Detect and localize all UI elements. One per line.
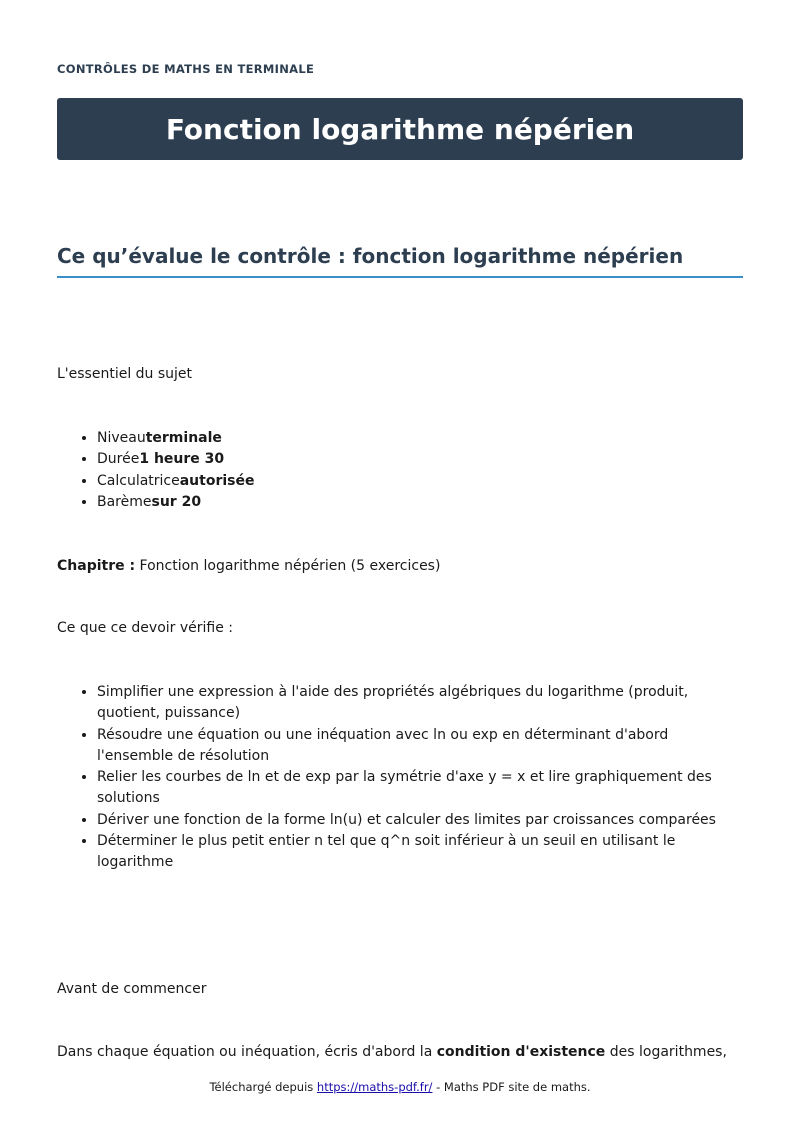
section-heading: Ce qu’évalue le contrôle : fonction logarithme népérien [57,244,743,278]
list-item: • Dériver une fonction de la forme ln(u) et calculer des limites par croissances comparées [97,810,743,831]
page-title: Fonction logarithme népérien [165,112,635,146]
avant-text-before: Dans chaque équation ou inéquation, écris d'abord la [57,1044,437,1060]
item-label: Barème [97,493,152,510]
title-banner [57,98,743,160]
chapitre-line [57,556,743,577]
list-item: • Relier les courbes de ln et de exp par la symétrie d'axe y = x et lire graphiquement des solutions [97,767,743,810]
list-item: • Résoudre une équation ou une inéquation avec ln ou exp en déterminant d'abord l'ensemble de résolution [97,725,743,768]
item-label: Durée [97,451,140,468]
list-item [97,492,743,513]
item-value: sur 20 [151,493,202,510]
list-item: • Simplifier une expression à l'aide des propriétés algébriques du logarithme (produit, quotient, puissance) [97,682,743,725]
page-footer [57,1080,743,1094]
footer-link[interactable]: https://maths-pdf.fr/ [316,1080,433,1094]
chapitre-text: Fonction logarithme népérien (5 exercices) [139,558,441,574]
verifie-label: Ce que ce devoir vérifie : [57,620,234,636]
item-value: autorisée [179,472,255,489]
list-item [97,471,743,492]
avant-text-after: des logarithmes, [605,1044,727,1060]
essentiel-label: L'essentiel du sujet [57,366,193,382]
item-value: terminale [145,430,222,446]
list-item: • Déterminer le plus petit entier n tel que q^n soit inférieur à un seuil en utilisant le logarithme [97,831,743,874]
header-kicker: CONTRÔLES DE MATHS EN TERMINALE [57,62,315,76]
item-label: Niveau [97,430,146,446]
avant-text [57,1042,743,1063]
document-page [57,0,743,1132]
item-label: Calculatrice [97,472,180,489]
footer-suffix: - Maths PDF site de maths. [432,1080,591,1094]
item-value: 1 heure 30 [139,451,225,468]
verifie-list [57,682,743,874]
footer-prefix: Téléchargé depuis [209,1080,317,1094]
chapitre-label: Chapitre : [57,558,136,574]
essentiel-list [57,428,743,513]
avant-text-bold: condition d'existence [436,1044,606,1060]
list-item [97,428,743,449]
avant-label: Avant de commencer [57,981,207,997]
list-item [97,449,743,470]
